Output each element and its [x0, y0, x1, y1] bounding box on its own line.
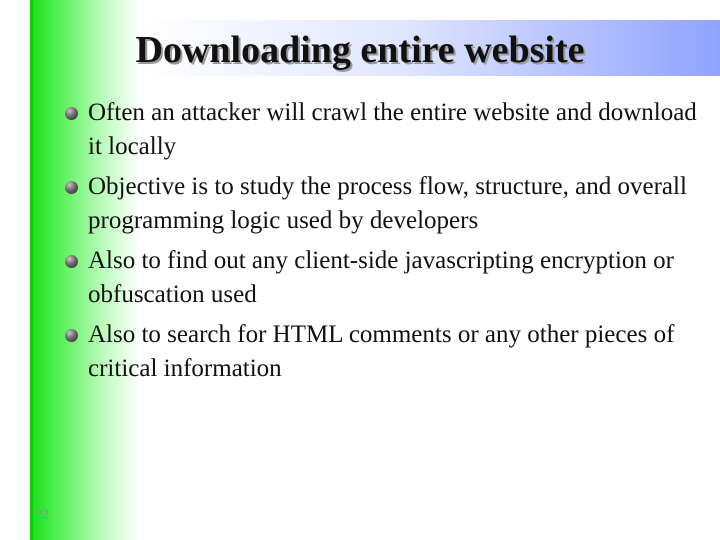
- bullet-item: [62, 244, 702, 312]
- page-number: 22: [36, 506, 49, 521]
- sphere-bullet-icon: [65, 181, 78, 194]
- bullet-list: [62, 96, 702, 392]
- sphere-bullet-icon: [65, 255, 78, 268]
- bullet-text: Also to find out any client-side javascripting encryption or obfuscation used: [88, 247, 674, 308]
- bullet-text: Also to search for HTML comments or any other pieces of critical information: [88, 321, 675, 382]
- slide-title: Downloading entire website: [135, 29, 585, 71]
- side-bar-edge: [30, 0, 33, 540]
- bullet-item: [62, 96, 702, 164]
- bullet-item: [62, 170, 702, 238]
- bullet-text: Objective is to study the process flow, structure, and overall programming logic used by developers: [88, 173, 687, 234]
- sphere-bullet-icon: [65, 329, 78, 342]
- bullet-text: Often an attacker will crawl the entire website and download it locally: [88, 99, 697, 160]
- bullet-item: [62, 318, 702, 386]
- sphere-bullet-icon: [65, 107, 78, 120]
